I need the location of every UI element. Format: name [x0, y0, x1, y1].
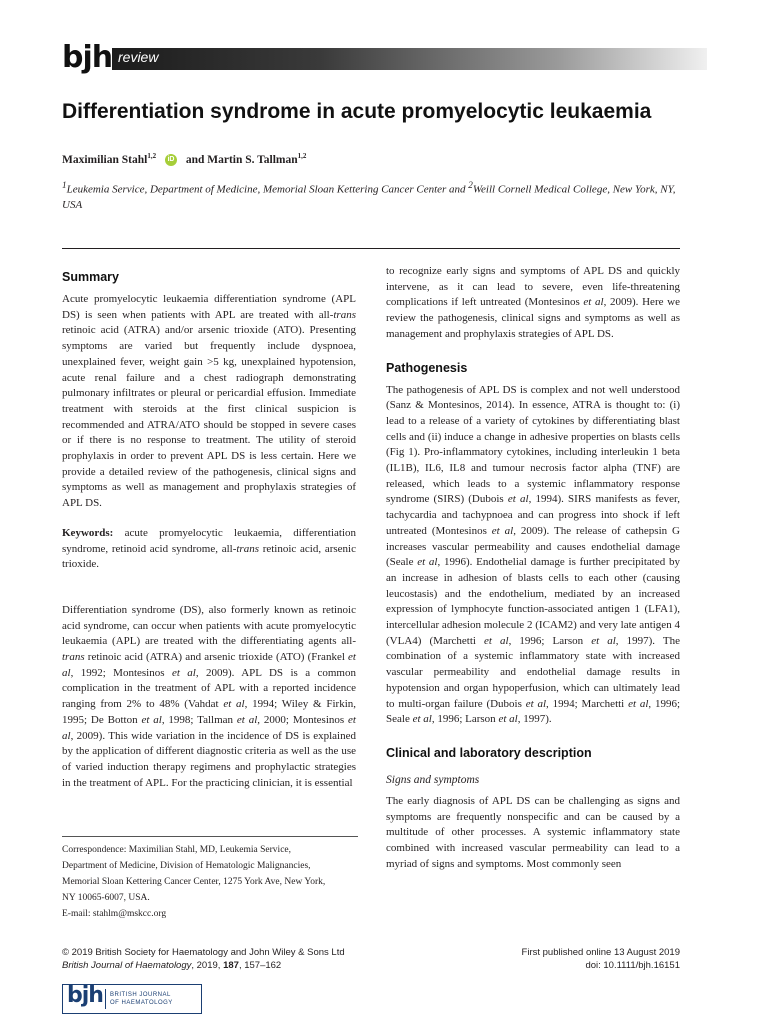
right-column [386, 264, 680, 873]
footer-logo-mark: bjh [67, 983, 103, 1008]
orcid-icon[interactable]: iD [165, 154, 177, 166]
signs-subheading: Signs and symptoms [386, 773, 480, 786]
left-column [62, 270, 356, 791]
signs-text: The early diagnosis of APL DS can be challenging as signs and symptoms are frequently nonspecific and can be caused by a multitude of other processes. A systemic inflammatory state combined with increased vascular permeability can lead to a myriad of signs and symptoms. Most commonly seen [386, 794, 680, 870]
author-2: and Martin S. Tallman [185, 153, 298, 166]
footer-logo-text: BRITISH JOURNAL OF HAEMATOLOGY [110, 992, 173, 1006]
footnote-divider [62, 836, 358, 837]
pathogenesis-heading: Pathogenesis [386, 360, 468, 375]
header-divider [62, 248, 680, 249]
summary-heading: Summary [62, 270, 119, 284]
doi-link[interactable]: doi: 10.1111/bjh.16151 [585, 960, 680, 971]
footer-left [62, 946, 345, 972]
footer-right [420, 946, 680, 972]
journal-logo: bjh [62, 40, 113, 75]
intro-continued: to recognize early signs and symptoms of APL DS and quickly intervene, as it can lead to severe, even life-threatening complications if left untreated (Montesinos et al, 2009). Here we review the pathogenesis, clinical signs and symptoms as well as management and prophylaxis strategies of APL DS. [386, 265, 680, 340]
author-2-affil: 1,2 [297, 152, 307, 160]
summary-text: Acute promyelocytic leukaemia differentiation syndrome (APL DS) is seen when patients with APL are treated with all-trans retinoic acid (ATRA) and/or arsenic trioxide (ATO). Presenting symptoms are varied but frequently include dyspnoea, unexplained fever, weight gain >5 kg, unexplained hypotension, acute renal failure and a chest radiograph demonstrating pulmonary infiltrates or pleural or pericardial effusion. Immediate treatment with steroids at the first clinical suspicion is recommended and ATRA/ATO should be stopped in severe cases or if there is no response to treatment. The utility of steroid prophylaxis in order to prevent APL DS is less certain. Here we provide a detailed review of the pathogenesis, clinical signs and symptoms as well as management and prophylaxis strategies of APL DS. [62, 293, 356, 510]
section-banner [112, 48, 707, 70]
clinical-heading: Clinical and laboratory description [386, 745, 592, 760]
journal-footer-logo [62, 984, 202, 1014]
author-1: Maximilian Stahl [62, 153, 148, 166]
publication-date: First published online 13 August 2019 [521, 947, 680, 958]
pathogenesis-text: The pathogenesis of APL DS is complex and not well understood (Sanz & Montesinos, 2014). In essence, ATRA is thought to: (i) lead to a release of a variety of cytokines by differentiating blast cells and (ii) induce a change in adhesive properties on blasts cells (Fig 1). Pro-inflammatory cytokines, including interleukin 1 beta (IL1B), IL6, IL8 and tumour necrosis factor alpha (TNF) are released, which leads to a systemic inflammatory response syndrome (SIRS) (Dubois et al, 1994). SIRS manifests as fever, tachycardia and tachypnoea and can progress into shock if left untreated (Montesinos et al, 2009). The release of cathepsin G increases vascular permeability and causes endothelial damage (Seale et al, 1996). Endothelial damage is further precipitated by an increase in adhesion of blasts cells to each other (causing leucostasis) and the endothelium, mediated by an increased expression of lymphocyte function-associated antigen 1 (LFA1), intercellular adhesion molecule 2 (ICAM2) and very late antigen 4 (VLA4) (Marchetti et al, 1996; Larson et al, 1997). The combination of a systemic inflammatory state with increased vascular permeability and endothelial damage results in hypotension and organ hypoperfusion, which can ultimately lead to multi-organ failure (Dubois et al, 1994; Marchetti et al, 1996; Seale et al, 1996; Larson et al, 1997). [386, 383, 681, 726]
article-title: Differentiation syndrome in acute promyelocytic leukaemia [62, 100, 652, 123]
affiliations: $^1$Leukemia Service, Department of Medicine, Memorial Sloan Kettering Cancer Center and $^2$Weill Cornell Medical College, New York, NY, USA [62, 180, 676, 211]
author-line [62, 152, 306, 166]
correspondence-note: Correspondence: Maximilian Stahl, MD, Leukemia Service, Department of Medicine, Division of Hematologic Malignancies, Memorial Sloan Kettering Cancer Center, 1275 York Ave, New York, NY 10065-6007, USA. E-mail: stahlm@mskcc.org [62, 842, 362, 922]
correspondence-email[interactable]: E-mail: stahlm@mskcc.org [62, 909, 167, 919]
author-1-affil: 1,2 [147, 152, 157, 160]
copyright: © 2019 British Society for Haematology and John Wiley & Sons Ltd [62, 947, 345, 958]
keywords: Keywords: acute promyelocytic leukaemia, differentiation syndrome, retinoid acid syndrome, all-trans retinoic acid, arsenic trioxide. [62, 526, 356, 571]
citation: British Journal of Haematology, 2019, 187, 157–162 [62, 960, 282, 971]
section-label: review [118, 49, 159, 65]
intro-paragraph: Differentiation syndrome (DS), also formerly known as retinoic acid syndrome, can occur when patients with acute promyelocytic leukaemia (APL) are treated with the differentiating agents all-trans retinoic acid (ATRA) and arsenic trioxide (ATO) (Frankel et al, 1992; Montesinos et al, 2009). APL DS is a common complication in the treatment of APL with a reported incidence ranging from 2% to 48% (Vahdat et al, 1994; Wiley & Firkin, 1995; De Botton et al, 1998; Tallman et al, 2000; Montesinos et al, 2009). This wide variation in the incidence of DS is explained by the application of different diagnostic criteria as well as the use of varied induction therapy regimens and prophylactic strategies in the treatment of APL. For the practicing clinician, it is essential [62, 603, 357, 789]
